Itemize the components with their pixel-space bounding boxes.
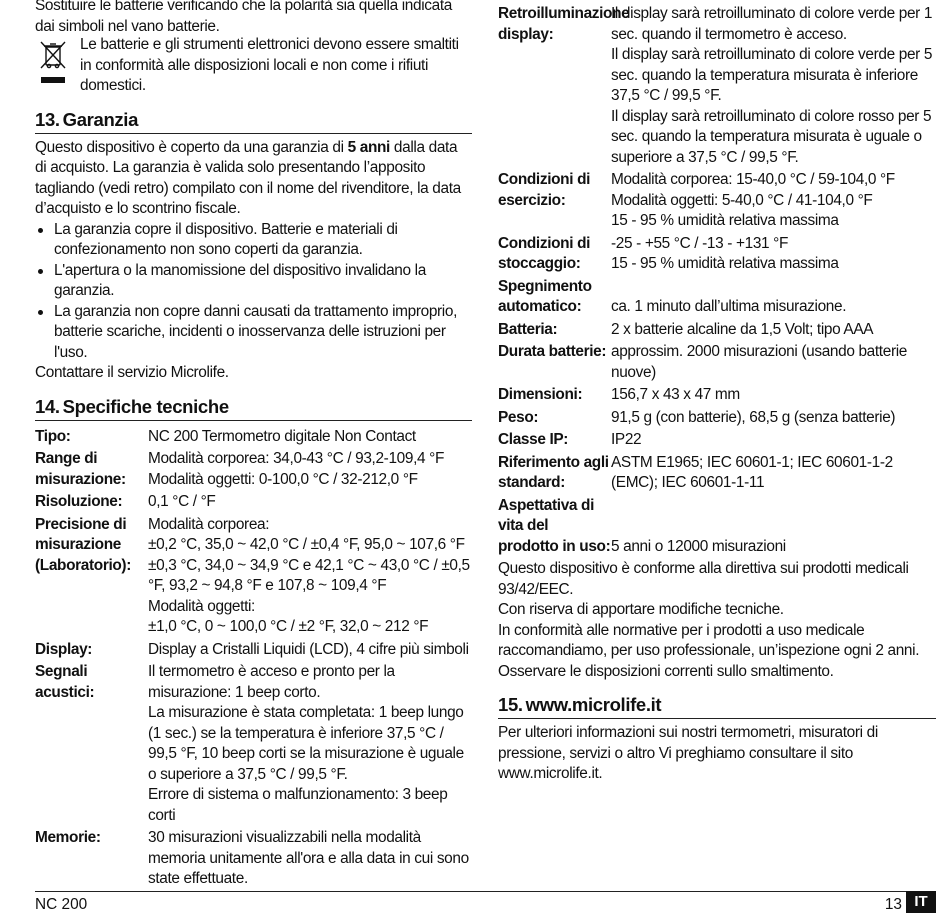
disposal-text: Le batterie e gli strumenti elettronici devono essere smaltiti in conformità alle disposizioni locali e non come i rifiuti domestici. bbox=[80, 36, 459, 94]
page-footer bbox=[35, 891, 936, 919]
conformity-text: Questo dispositivo è conforme alla direttiva sui prodotti medicali 93/42/EEC. bbox=[498, 560, 909, 598]
spec-value: Display a Cristalli Liquidi (LCD), 4 cifre più simboli bbox=[148, 640, 469, 658]
spec-key: Aspettativa di vita del prodotto in uso: bbox=[498, 496, 611, 555]
spec-key: Risoluzione: bbox=[35, 493, 123, 510]
spec-table-left bbox=[35, 425, 472, 890]
page-number: 13 bbox=[884, 896, 902, 913]
spec-key: Tipo: bbox=[35, 427, 71, 445]
list-item: L'apertura o la manomissione del dispositivo invalidano la garanzia. bbox=[35, 261, 472, 302]
spec-value: 156,7 x 43 x 47 mm bbox=[611, 386, 740, 403]
language-badge: IT bbox=[906, 891, 936, 913]
spec-value: Il display sarà retroilluminato di colore verde per 1 sec. quando il termometro è acceso. Il display sarà retroilluminato di colore verde per 5 sec. quando la temperatura misurata è inferiore 37,5 °C / 99,5 °F. Il display sarà retroilluminato di colore rosso per 5 sec. quando la temperatura misurata è uguale o superiore a 37,5 °C / 99,5 °F. bbox=[611, 5, 933, 166]
spec-key: Classe IP: bbox=[498, 431, 569, 448]
spec-key: Precisione di misurazione (Laboratorio): bbox=[35, 515, 131, 574]
spec-value: -25 - +55 °C / -13 - +131 °F 15 - 95 % umidità relativa massima bbox=[611, 234, 839, 272]
web-info-text: Per ulteriori informazioni sui nostri termometri, misuratori di pressione, servizi o altro Vi preghiamo consultare il sito www.microlife.it. bbox=[498, 724, 878, 782]
footer-model: NC 200 bbox=[35, 896, 88, 913]
spec-key: Segnali acustici: bbox=[35, 663, 95, 701]
spec-key: Retroilluminazione display: bbox=[498, 5, 630, 43]
spec-value: IP22 bbox=[611, 431, 642, 448]
spec-value: approssim. 2000 misurazioni (usando batterie nuove) bbox=[611, 343, 907, 381]
spec-value: Modalità corporea: 15-40,0 °C / 59-104,0 °F Modalità oggetti: 5-40,0 °C / 41-104,0 °F 15 - 95 % umidità relativa massima bbox=[611, 171, 895, 229]
spec-key: Memorie: bbox=[35, 829, 101, 846]
battery-polarity-text: Sostituire le batterie verificando che la polarità sia quella indicata dai simboli nel vano batterie. bbox=[35, 0, 452, 35]
spec-value: ASTM E1965; IEC 60601-1; IEC 60601-1-2 (EMC); IEC 60601-1-11 bbox=[611, 453, 893, 491]
spec-value: NC 200 Termometro digitale Non Contact bbox=[148, 427, 416, 445]
spec-value: 91,5 g (con batterie), 68,5 g (senza batterie) bbox=[611, 408, 896, 426]
section-heading-web: 15. www.microlife.it bbox=[498, 694, 936, 719]
spec-key: Dimensioni: bbox=[498, 386, 583, 403]
spec-key: Condizioni di esercizio: bbox=[498, 171, 591, 209]
spec-value: 2 x batterie alcaline da 1,5 Volt; tipo AAA bbox=[611, 320, 874, 338]
disposal-rules-text: Osservare le disposizioni correnti sullo smaltimento. bbox=[498, 662, 834, 680]
list-item: La garanzia copre il dispositivo. Batterie e materiali di confezionamento non sono coperti da garanzia. bbox=[35, 220, 472, 261]
spec-table-right bbox=[498, 2, 936, 557]
spec-key: Range di misurazione: bbox=[35, 450, 126, 488]
technical-changes-text: Con riserva di apportare modifiche tecniche. bbox=[498, 601, 784, 618]
spec-value: Modalità corporea: ±0,2 °C, 35,0 ~ 42,0 °C / ±0,4 °F, 95,0 ~ 107,6 °F ±0,3 °C, 34,0 ~ 34,9 °C e 42,1 °C ~ 43,0 °C / ±0,5 °F, 93,2 ~ 94,8 °F e 107,8 ~ 109,4 °F Modalità oggetti: ±1,0 °C, 0 ~ 100,0 °C / ±2 °F, 32,0 ~ 212 °F bbox=[148, 515, 470, 635]
warranty-paragraph: Questo dispositivo è coperto da una garanzia di 5 anni dalla data di acquisto. La garanzia è valida solo presentando l’apposito tagliando (vedi retro) compilato con il nome del rivenditore, la data d’acquisto e lo scontrino fiscale. bbox=[35, 138, 461, 217]
warranty-contact-text: Contattare il servizio Microlife. bbox=[35, 364, 229, 381]
spec-value: 30 misurazioni visualizzabili nella modalità memoria unitamente all'ora e alla data in cui sono state effettuate. bbox=[148, 829, 469, 887]
spec-value: Il termometro è acceso e pronto per la misurazione: 1 beep corto. La misurazione è stata completata: 1 beep lungo (1 sec.) se la temperatura è inferiore 37,5 °C / 99,5 °F, 10 beep corti se la misurazione è uguale o superiore a 37,5 °C / 99,5 °F. Errore di sistema o malfunzionamento: 3 beep corti bbox=[148, 663, 464, 824]
left-column bbox=[35, 0, 472, 890]
spec-key: Peso: bbox=[498, 408, 539, 426]
spec-key: Spegnimento automatico: bbox=[498, 277, 592, 315]
spec-key: Durata batterie: bbox=[498, 343, 607, 360]
section-heading-specs: 14. Specifiche tecniche bbox=[35, 396, 472, 421]
right-column bbox=[498, 0, 936, 785]
spec-value: 0,1 °C / °F bbox=[148, 493, 216, 510]
section-heading-warranty: 13. Garanzia bbox=[35, 109, 472, 134]
crossed-bin-icon bbox=[38, 37, 68, 87]
inspection-text: In conformità alle normative per i prodotti a uso medicale raccomandiamo, per uso professionale, un’ispezione ogni 2 anni. bbox=[498, 621, 920, 659]
spec-key: Display: bbox=[35, 640, 93, 658]
list-item: La garanzia non copre danni causati da trattamento improprio, batterie scariche, incidenti o inosservanza delle istruzioni per l'uso. bbox=[35, 302, 472, 364]
spec-value: Modalità corporea: 34,0-43 °C / 93,2-109,4 °F Modalità oggetti: 0-100,0 °C / 32-212,0 °F bbox=[148, 450, 444, 488]
warranty-bullet-list bbox=[35, 220, 472, 364]
spec-key: Condizioni di stoccaggio: bbox=[498, 234, 591, 272]
spec-value: ca. 1 minuto dall’ultima misurazione. bbox=[611, 298, 847, 315]
spec-key: Riferimento agli standard: bbox=[498, 453, 609, 491]
disposal-notice bbox=[35, 37, 472, 97]
spec-key: Batteria: bbox=[498, 320, 558, 338]
spec-value: 5 anni o 12000 misurazioni bbox=[611, 537, 786, 555]
